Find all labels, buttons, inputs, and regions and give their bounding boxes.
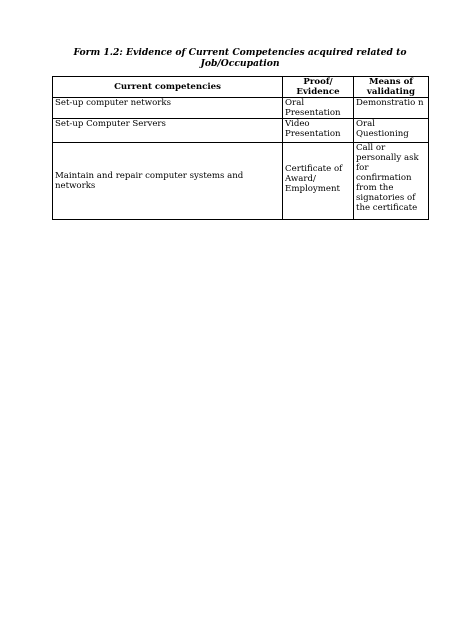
proof-cell: Video Presentation — [283, 119, 354, 143]
table-row — [53, 98, 429, 119]
validation-cell: Demonstratio n — [353, 98, 428, 119]
form-title-line-1: Form 1.2: Evidence of Current Competencies acquired related to — [73, 47, 407, 58]
header-means-of-validating: Means of validating — [353, 77, 428, 98]
header-current-competencies: Current competencies — [53, 77, 283, 98]
validation-cell: Call or personally ask for confirmation from the signatories of the certificate — [353, 143, 428, 220]
competency-cell: Maintain and repair computer systems and networks — [53, 143, 283, 220]
competency-cell: Set-up Computer Servers — [53, 119, 283, 143]
competencies-table — [52, 76, 429, 220]
validation-cell: Oral Questioning — [353, 119, 428, 143]
table-row — [53, 143, 429, 220]
table-header-row — [53, 77, 429, 98]
proof-cell: Certificate of Award/ Employment — [283, 143, 354, 220]
table-row — [53, 119, 429, 143]
competency-cell: Set-up computer networks — [53, 98, 283, 119]
form-title — [40, 47, 440, 69]
proof-cell: Oral Presentation — [283, 98, 354, 119]
header-proof-evidence: Proof/ Evidence — [283, 77, 354, 98]
form-title-line-2: Job/Occupation — [200, 58, 280, 69]
